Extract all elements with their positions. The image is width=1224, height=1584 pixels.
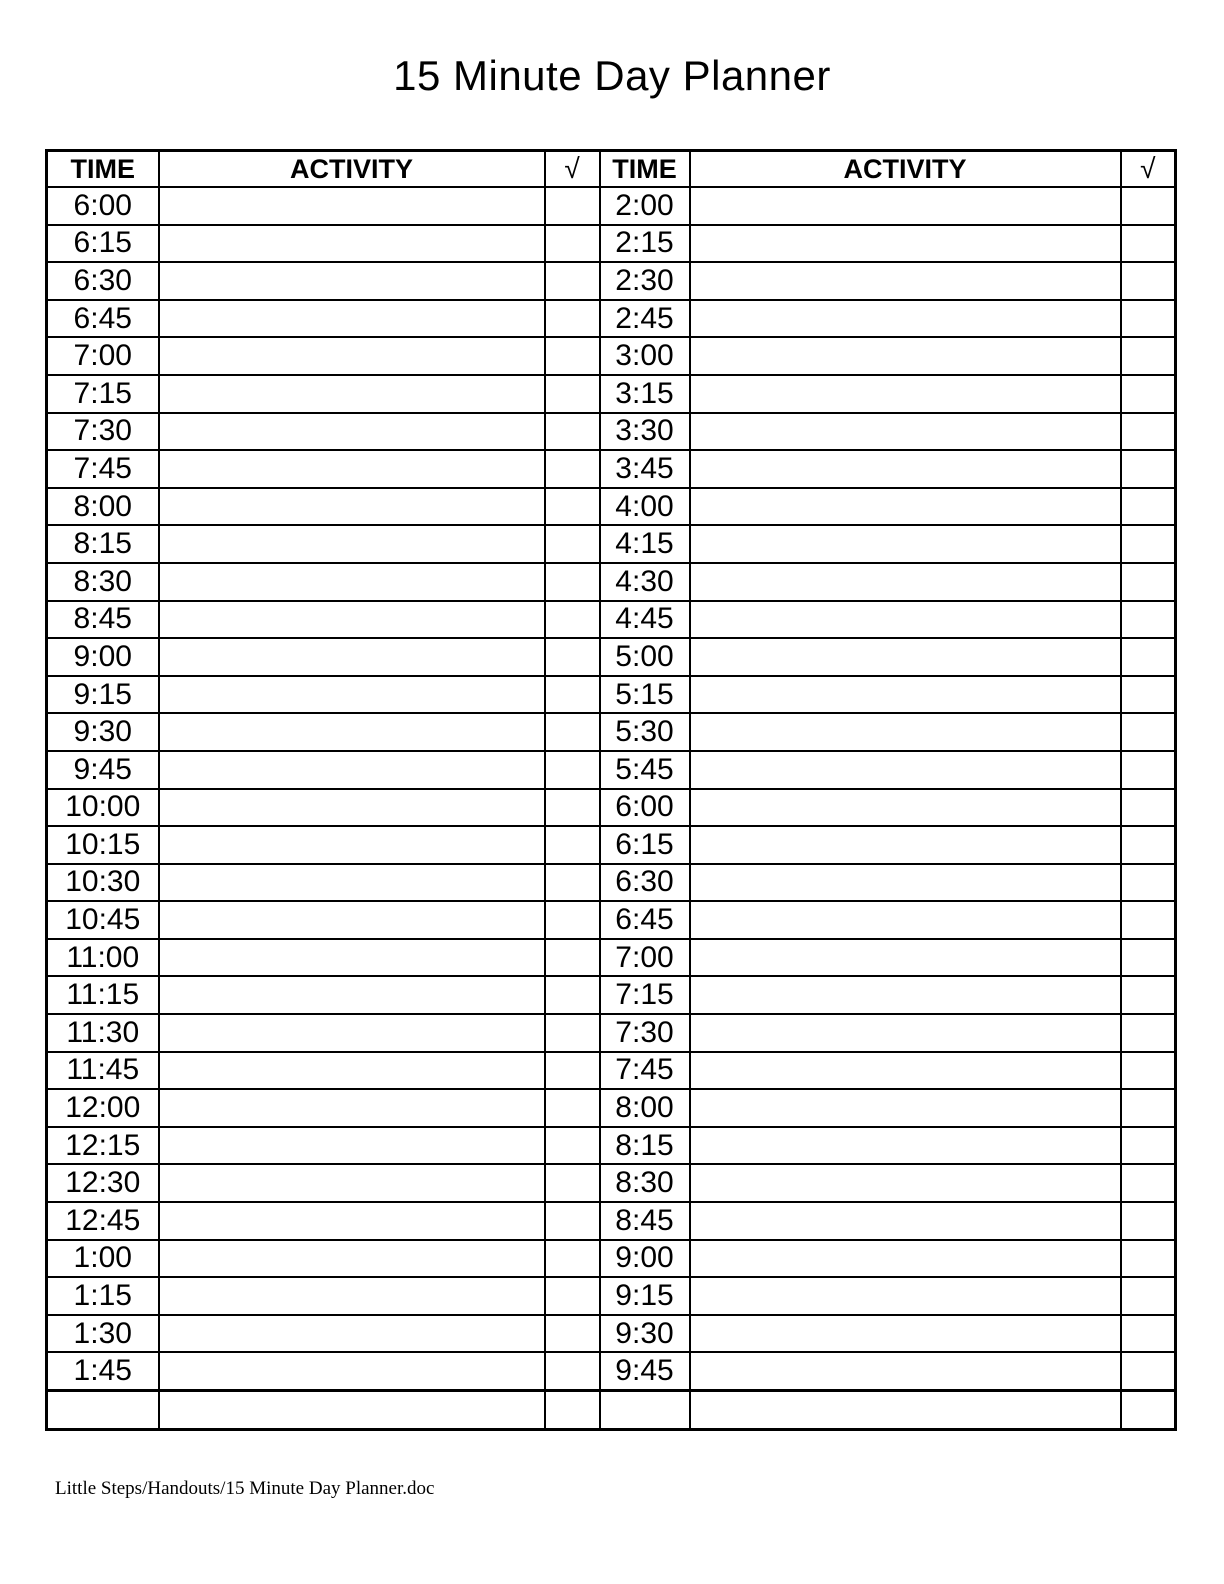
activity-cell-left[interactable] bbox=[159, 976, 545, 1014]
activity-cell-left[interactable] bbox=[159, 751, 545, 789]
time-cell-left: 11:15 bbox=[47, 976, 159, 1014]
table-row bbox=[47, 901, 1176, 939]
check-cell-left[interactable] bbox=[545, 1240, 600, 1278]
activity-cell-left[interactable] bbox=[159, 864, 545, 902]
activity-cell-right[interactable] bbox=[690, 1014, 1121, 1052]
activity-cell-left[interactable] bbox=[159, 1127, 545, 1165]
time-cell-right: 2:45 bbox=[600, 300, 690, 338]
activity-cell-left[interactable] bbox=[159, 713, 545, 751]
activity-cell-right[interactable] bbox=[690, 337, 1121, 375]
check-cell-right[interactable] bbox=[1121, 1052, 1176, 1090]
activity-cell-left[interactable] bbox=[159, 1164, 545, 1202]
activity-cell-left[interactable] bbox=[159, 601, 545, 639]
check-cell-left[interactable] bbox=[545, 375, 600, 413]
time-cell-right: 7:15 bbox=[600, 976, 690, 1014]
activity-cell-right[interactable] bbox=[690, 1352, 1121, 1390]
time-cell-right: 8:45 bbox=[600, 1202, 690, 1240]
table-row bbox=[47, 1277, 1176, 1315]
time-cell-left: 7:00 bbox=[47, 337, 159, 375]
check-cell-left[interactable] bbox=[545, 262, 600, 300]
table-row bbox=[47, 751, 1176, 789]
activity-header-left: ACTIVITY bbox=[159, 151, 545, 188]
check-cell-right[interactable] bbox=[1121, 488, 1176, 526]
time-cell-right: 9:00 bbox=[600, 1240, 690, 1278]
table-row bbox=[47, 262, 1176, 300]
check-cell-left[interactable] bbox=[545, 488, 600, 526]
activity-cell-left[interactable] bbox=[159, 1352, 545, 1390]
header-row bbox=[47, 151, 1176, 188]
check-cell-left[interactable] bbox=[545, 601, 600, 639]
activity-cell-right[interactable] bbox=[690, 1240, 1121, 1278]
time-cell-left: 8:15 bbox=[47, 525, 159, 563]
activity-cell-left[interactable] bbox=[159, 826, 545, 864]
check-cell-right[interactable] bbox=[1121, 939, 1176, 977]
activity-cell-right[interactable] bbox=[690, 1164, 1121, 1202]
activity-cell-left[interactable] bbox=[159, 1014, 545, 1052]
time-cell-left: 12:00 bbox=[47, 1089, 159, 1127]
footer-path: Little Steps/Handouts/15 Minute Day Planner.doc bbox=[55, 1478, 435, 1499]
time-cell-right: 9:30 bbox=[600, 1315, 690, 1353]
time-cell-left: 6:45 bbox=[47, 300, 159, 338]
time-cell-left: 7:30 bbox=[47, 413, 159, 451]
table-row bbox=[47, 525, 1176, 563]
activity-cell-right[interactable] bbox=[690, 713, 1121, 751]
table-row-empty bbox=[47, 1391, 1176, 1430]
time-cell-right: 4:45 bbox=[600, 601, 690, 639]
activity-cell-left[interactable] bbox=[159, 337, 545, 375]
time-cell-right: 3:00 bbox=[600, 337, 690, 375]
activity-cell-right[interactable] bbox=[690, 864, 1121, 902]
activity-cell-right[interactable] bbox=[690, 676, 1121, 714]
activity-cell-left[interactable] bbox=[159, 563, 545, 601]
check-cell-left[interactable] bbox=[545, 563, 600, 601]
time-cell-left: 1:30 bbox=[47, 1315, 159, 1353]
table-row bbox=[47, 1315, 1176, 1353]
time-cell-right: 4:30 bbox=[600, 563, 690, 601]
activity-cell-left[interactable] bbox=[159, 450, 545, 488]
check-cell-left[interactable] bbox=[545, 1352, 600, 1390]
table-row bbox=[47, 1014, 1176, 1052]
check-cell-right[interactable] bbox=[1121, 1202, 1176, 1240]
check-cell-right[interactable] bbox=[1121, 1352, 1176, 1390]
check-cell-right[interactable] bbox=[1121, 187, 1176, 225]
activity-cell-left[interactable] bbox=[159, 789, 545, 827]
page-title: 15 Minute Day Planner bbox=[393, 52, 831, 99]
time-cell-left: 9:00 bbox=[47, 638, 159, 676]
check-cell-right[interactable] bbox=[1121, 1089, 1176, 1127]
time-cell-right bbox=[600, 1391, 690, 1430]
check-cell-right[interactable] bbox=[1121, 713, 1176, 751]
time-cell-left: 10:15 bbox=[47, 826, 159, 864]
check-cell-left[interactable] bbox=[545, 638, 600, 676]
activity-cell-left[interactable] bbox=[159, 1391, 545, 1430]
table-row bbox=[47, 676, 1176, 714]
time-cell-left: 9:15 bbox=[47, 676, 159, 714]
table-row bbox=[47, 638, 1176, 676]
activity-cell-right[interactable] bbox=[690, 300, 1121, 338]
check-cell-left[interactable] bbox=[545, 901, 600, 939]
activity-cell-left[interactable] bbox=[159, 1202, 545, 1240]
check-cell-right[interactable] bbox=[1121, 375, 1176, 413]
check-cell-left[interactable] bbox=[545, 1277, 600, 1315]
check-cell-right[interactable] bbox=[1121, 789, 1176, 827]
activity-cell-right[interactable] bbox=[690, 1089, 1121, 1127]
activity-cell-right[interactable] bbox=[690, 262, 1121, 300]
check-cell-left[interactable] bbox=[545, 1391, 600, 1430]
time-cell-right: 7:45 bbox=[600, 1052, 690, 1090]
activity-cell-right[interactable] bbox=[690, 826, 1121, 864]
table-row bbox=[47, 300, 1176, 338]
time-cell-right: 4:15 bbox=[600, 525, 690, 563]
time-cell-left: 10:45 bbox=[47, 901, 159, 939]
table-row bbox=[47, 375, 1176, 413]
activity-cell-right[interactable] bbox=[690, 751, 1121, 789]
activity-cell-right[interactable] bbox=[690, 1052, 1121, 1090]
time-cell-right: 8:15 bbox=[600, 1127, 690, 1165]
table-row bbox=[47, 601, 1176, 639]
table-row bbox=[47, 488, 1176, 526]
check-cell-right[interactable] bbox=[1121, 563, 1176, 601]
table-row bbox=[47, 826, 1176, 864]
time-cell-left: 9:45 bbox=[47, 751, 159, 789]
table-row bbox=[47, 1052, 1176, 1090]
activity-cell-right[interactable] bbox=[690, 450, 1121, 488]
check-cell-right[interactable] bbox=[1121, 225, 1176, 263]
table-row bbox=[47, 713, 1176, 751]
check-cell-right[interactable] bbox=[1121, 413, 1176, 451]
time-cell-left: 12:45 bbox=[47, 1202, 159, 1240]
activity-cell-right[interactable] bbox=[690, 1202, 1121, 1240]
time-cell-left: 12:15 bbox=[47, 1127, 159, 1165]
time-cell-right: 9:15 bbox=[600, 1277, 690, 1315]
table-row bbox=[47, 864, 1176, 902]
table-row bbox=[47, 789, 1176, 827]
check-cell-left[interactable] bbox=[545, 789, 600, 827]
activity-cell-right[interactable] bbox=[690, 488, 1121, 526]
check-cell-left[interactable] bbox=[545, 1127, 600, 1165]
check-cell-right[interactable] bbox=[1121, 638, 1176, 676]
check-cell-right[interactable] bbox=[1121, 525, 1176, 563]
time-cell-right: 2:00 bbox=[600, 187, 690, 225]
check-cell-left[interactable] bbox=[545, 826, 600, 864]
table-row bbox=[47, 1164, 1176, 1202]
time-cell-right: 9:45 bbox=[600, 1352, 690, 1390]
check-cell-left[interactable] bbox=[545, 1052, 600, 1090]
time-cell-right: 3:45 bbox=[600, 450, 690, 488]
check-cell-left[interactable] bbox=[545, 413, 600, 451]
check-cell-right[interactable] bbox=[1121, 262, 1176, 300]
activity-header-right: ACTIVITY bbox=[690, 151, 1121, 188]
activity-cell-right[interactable] bbox=[690, 525, 1121, 563]
time-cell-left: 8:30 bbox=[47, 563, 159, 601]
activity-cell-left[interactable] bbox=[159, 901, 545, 939]
time-cell-left: 6:30 bbox=[47, 262, 159, 300]
time-cell-right: 5:15 bbox=[600, 676, 690, 714]
time-cell-right: 2:15 bbox=[600, 225, 690, 263]
table-row bbox=[47, 1089, 1176, 1127]
activity-cell-right[interactable] bbox=[690, 225, 1121, 263]
time-cell-left: 9:30 bbox=[47, 713, 159, 751]
time-cell-right: 3:15 bbox=[600, 375, 690, 413]
time-cell-left: 6:00 bbox=[47, 187, 159, 225]
time-cell-right: 2:30 bbox=[600, 262, 690, 300]
check-cell-left[interactable] bbox=[545, 450, 600, 488]
activity-cell-right[interactable] bbox=[690, 976, 1121, 1014]
table-row bbox=[47, 187, 1176, 225]
check-cell-right[interactable] bbox=[1121, 300, 1176, 338]
check-cell-right[interactable] bbox=[1121, 1391, 1176, 1430]
time-cell-left: 6:15 bbox=[47, 225, 159, 263]
activity-cell-right[interactable] bbox=[690, 413, 1121, 451]
table-row bbox=[47, 337, 1176, 375]
check-cell-right[interactable] bbox=[1121, 450, 1176, 488]
check-header-left: √ bbox=[545, 151, 600, 188]
activity-cell-right[interactable] bbox=[690, 601, 1121, 639]
check-cell-right[interactable] bbox=[1121, 826, 1176, 864]
activity-cell-left[interactable] bbox=[159, 1052, 545, 1090]
activity-cell-right[interactable] bbox=[690, 1127, 1121, 1165]
activity-cell-right[interactable] bbox=[690, 375, 1121, 413]
activity-cell-right[interactable] bbox=[690, 1391, 1121, 1430]
activity-cell-left[interactable] bbox=[159, 1089, 545, 1127]
time-cell-right: 6:45 bbox=[600, 901, 690, 939]
activity-cell-right[interactable] bbox=[690, 1277, 1121, 1315]
time-cell-left: 11:45 bbox=[47, 1052, 159, 1090]
time-cell-left: 11:00 bbox=[47, 939, 159, 977]
activity-cell-left[interactable] bbox=[159, 413, 545, 451]
activity-cell-left[interactable] bbox=[159, 375, 545, 413]
time-cell-left bbox=[47, 1391, 159, 1430]
time-cell-right: 5:00 bbox=[600, 638, 690, 676]
table-row bbox=[47, 1127, 1176, 1165]
time-cell-left: 7:45 bbox=[47, 450, 159, 488]
activity-cell-left[interactable] bbox=[159, 1240, 545, 1278]
activity-cell-right[interactable] bbox=[690, 563, 1121, 601]
check-cell-left[interactable] bbox=[545, 525, 600, 563]
check-cell-right[interactable] bbox=[1121, 1315, 1176, 1353]
check-cell-right[interactable] bbox=[1121, 864, 1176, 902]
check-cell-right[interactable] bbox=[1121, 751, 1176, 789]
activity-cell-left[interactable] bbox=[159, 488, 545, 526]
time-cell-left: 10:00 bbox=[47, 789, 159, 827]
check-cell-left[interactable] bbox=[545, 864, 600, 902]
activity-cell-right[interactable] bbox=[690, 939, 1121, 977]
check-cell-right[interactable] bbox=[1121, 1014, 1176, 1052]
time-cell-right: 8:30 bbox=[600, 1164, 690, 1202]
check-cell-left[interactable] bbox=[545, 751, 600, 789]
table-row bbox=[47, 976, 1176, 1014]
table-row bbox=[47, 1240, 1176, 1278]
time-cell-left: 8:45 bbox=[47, 601, 159, 639]
time-cell-right: 6:00 bbox=[600, 789, 690, 827]
activity-cell-right[interactable] bbox=[690, 789, 1121, 827]
activity-cell-left[interactable] bbox=[159, 300, 545, 338]
activity-cell-left[interactable] bbox=[159, 676, 545, 714]
activity-cell-left[interactable] bbox=[159, 638, 545, 676]
time-cell-left: 11:30 bbox=[47, 1014, 159, 1052]
check-cell-right[interactable] bbox=[1121, 337, 1176, 375]
check-cell-left[interactable] bbox=[545, 976, 600, 1014]
time-cell-right: 5:45 bbox=[600, 751, 690, 789]
activity-cell-left[interactable] bbox=[159, 525, 545, 563]
activity-cell-right[interactable] bbox=[690, 1315, 1121, 1353]
table-row bbox=[47, 450, 1176, 488]
check-cell-left[interactable] bbox=[545, 1202, 600, 1240]
time-cell-right: 6:15 bbox=[600, 826, 690, 864]
time-cell-left: 1:45 bbox=[47, 1352, 159, 1390]
table-row bbox=[47, 413, 1176, 451]
time-cell-right: 7:00 bbox=[600, 939, 690, 977]
table-row bbox=[47, 225, 1176, 263]
table-row bbox=[47, 1352, 1176, 1390]
time-cell-right: 8:00 bbox=[600, 1089, 690, 1127]
check-cell-left[interactable] bbox=[545, 1315, 600, 1353]
check-cell-right[interactable] bbox=[1121, 1164, 1176, 1202]
activity-cell-right[interactable] bbox=[690, 187, 1121, 225]
time-cell-left: 1:00 bbox=[47, 1240, 159, 1278]
check-cell-left[interactable] bbox=[545, 676, 600, 714]
check-cell-right[interactable] bbox=[1121, 976, 1176, 1014]
time-cell-right: 5:30 bbox=[600, 713, 690, 751]
check-cell-left[interactable] bbox=[545, 1089, 600, 1127]
time-cell-right: 7:30 bbox=[600, 1014, 690, 1052]
activity-cell-right[interactable] bbox=[690, 901, 1121, 939]
time-cell-left: 1:15 bbox=[47, 1277, 159, 1315]
check-cell-left[interactable] bbox=[545, 300, 600, 338]
check-cell-left[interactable] bbox=[545, 337, 600, 375]
check-cell-right[interactable] bbox=[1121, 676, 1176, 714]
time-header-left: TIME bbox=[47, 151, 159, 188]
activity-cell-left[interactable] bbox=[159, 225, 545, 263]
time-cell-left: 7:15 bbox=[47, 375, 159, 413]
time-cell-left: 10:30 bbox=[47, 864, 159, 902]
activity-cell-left[interactable] bbox=[159, 939, 545, 977]
check-cell-left[interactable] bbox=[545, 187, 600, 225]
time-cell-right: 4:00 bbox=[600, 488, 690, 526]
time-cell-right: 3:30 bbox=[600, 413, 690, 451]
time-cell-right: 6:30 bbox=[600, 864, 690, 902]
check-cell-left[interactable] bbox=[545, 1014, 600, 1052]
check-cell-left[interactable] bbox=[545, 713, 600, 751]
check-cell-left[interactable] bbox=[545, 225, 600, 263]
activity-cell-right[interactable] bbox=[690, 638, 1121, 676]
check-cell-right[interactable] bbox=[1121, 901, 1176, 939]
check-cell-right[interactable] bbox=[1121, 601, 1176, 639]
activity-cell-left[interactable] bbox=[159, 262, 545, 300]
check-cell-right[interactable] bbox=[1121, 1277, 1176, 1315]
table-row bbox=[47, 1202, 1176, 1240]
check-cell-left[interactable] bbox=[545, 1164, 600, 1202]
table-row bbox=[47, 939, 1176, 977]
planner-table bbox=[45, 149, 1177, 1431]
check-header-right: √ bbox=[1121, 151, 1176, 188]
activity-cell-left[interactable] bbox=[159, 1315, 545, 1353]
table-row bbox=[47, 563, 1176, 601]
time-cell-left: 12:30 bbox=[47, 1164, 159, 1202]
check-cell-right[interactable] bbox=[1121, 1240, 1176, 1278]
check-cell-right[interactable] bbox=[1121, 1127, 1176, 1165]
check-cell-left[interactable] bbox=[545, 939, 600, 977]
activity-cell-left[interactable] bbox=[159, 187, 545, 225]
activity-cell-left[interactable] bbox=[159, 1277, 545, 1315]
time-header-right: TIME bbox=[600, 151, 690, 188]
time-cell-left: 8:00 bbox=[47, 488, 159, 526]
